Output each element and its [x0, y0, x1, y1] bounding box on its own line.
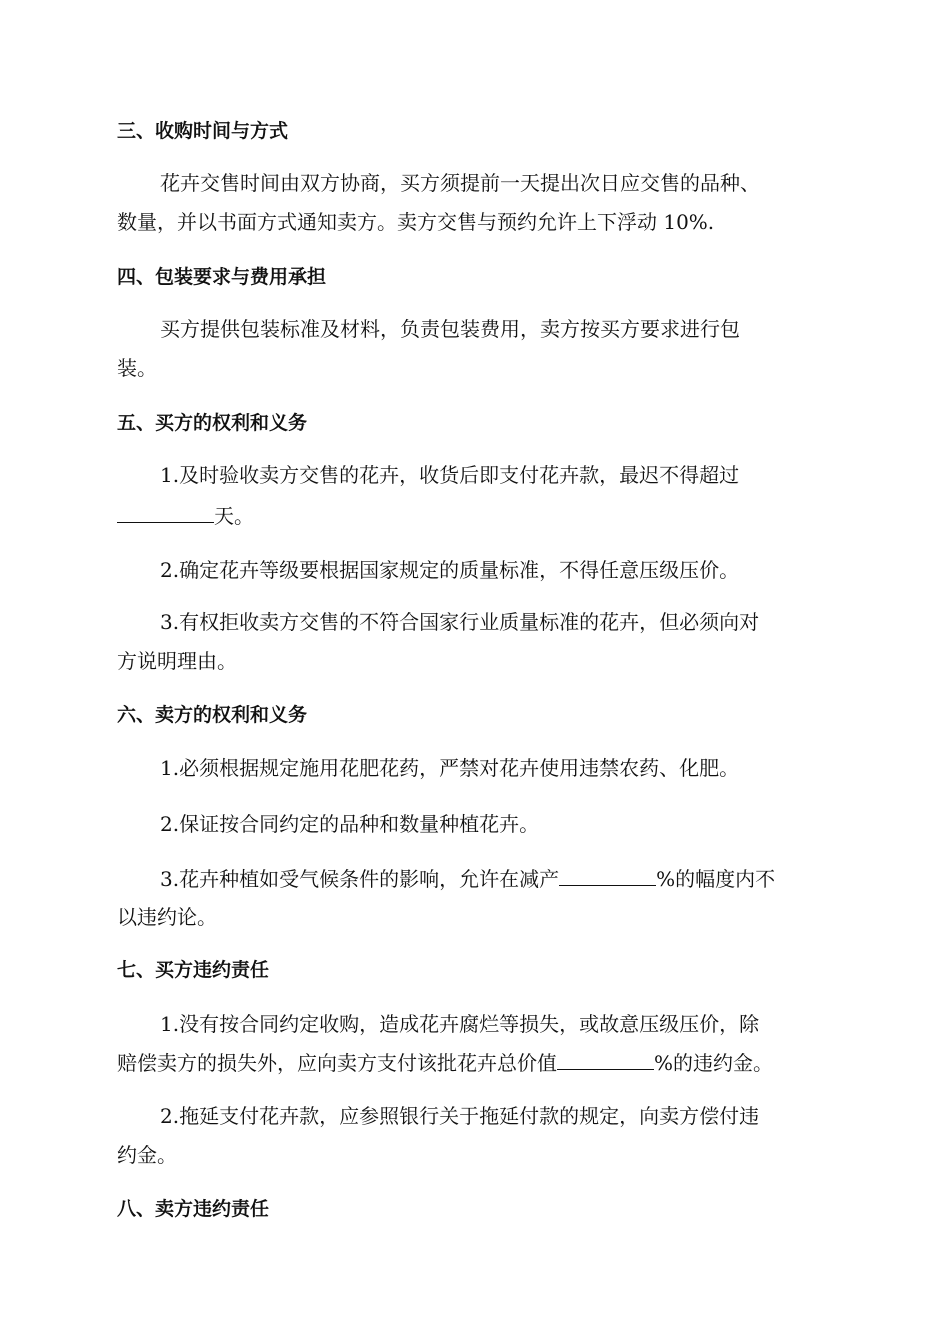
- clause-line: 3.有权拒收卖方交售的不符合国家行业质量标准的花卉，但必须向对: [160, 610, 760, 634]
- clause-text: %的幅度内不: [656, 867, 776, 891]
- paragraph-line: 装。: [117, 356, 157, 380]
- clause-line: [117, 502, 254, 529]
- clause-line: 以违约论。: [117, 905, 217, 929]
- clause-line: 1.没有按合同约定收购，造成花卉腐烂等损失，或故意压级压价，除: [160, 1012, 760, 1036]
- fill-in-blank-percent: [557, 1049, 654, 1070]
- section-heading-6: 六、卖方的权利和义务: [117, 704, 308, 726]
- clause-text: 赔偿卖方的损失外，应向卖方支付该批花卉总价值: [117, 1051, 557, 1075]
- clause-line: 1.及时验收卖方交售的花卉，收货后即支付花卉款，最迟不得超过: [160, 463, 740, 487]
- section-heading-7: 七、买方违约责任: [117, 959, 270, 981]
- section-heading-4: 四、包装要求与费用承担: [117, 266, 327, 288]
- section-heading-8: 八、卖方违约责任: [117, 1198, 270, 1220]
- paragraph-line: 花卉交售时间由双方协商，买方须提前一天提出次日应交售的品种、: [160, 171, 760, 195]
- clause-line: 约金。: [117, 1143, 177, 1167]
- fill-in-blank-percent: [559, 865, 656, 886]
- clause-line: 2.确定花卉等级要根据国家规定的质量标准，不得任意压级压价。: [160, 558, 740, 582]
- clause-line: 2.拖延支付花卉款，应参照银行关于拖延付款的规定，向卖方偿付违: [160, 1104, 760, 1128]
- clause-line: 2.保证按合同约定的品种和数量种植花卉。: [160, 812, 540, 836]
- section-heading-3: 三、收购时间与方式: [117, 120, 289, 142]
- clause-text: 3.花卉种植如受气候条件的影响，允许在减产: [160, 867, 560, 891]
- fill-in-blank-days: [117, 502, 214, 523]
- clause-line: 方说明理由。: [117, 649, 237, 673]
- paragraph-line: 数量，并以书面方式通知卖方。卖方交售与预约允许上下浮动 10%.: [117, 210, 715, 234]
- clause-text: 天。: [214, 504, 254, 528]
- clause-text: %的违约金。: [654, 1051, 774, 1075]
- section-heading-5: 五、买方的权利和义务: [117, 412, 308, 434]
- clause-line: [160, 865, 775, 892]
- clause-line: [117, 1049, 773, 1076]
- clause-line: 1.必须根据规定施用花肥花药，严禁对花卉使用违禁农药、化肥。: [160, 756, 740, 780]
- paragraph-line: 买方提供包装标准及材料，负责包装费用，卖方按买方要求进行包: [160, 317, 740, 341]
